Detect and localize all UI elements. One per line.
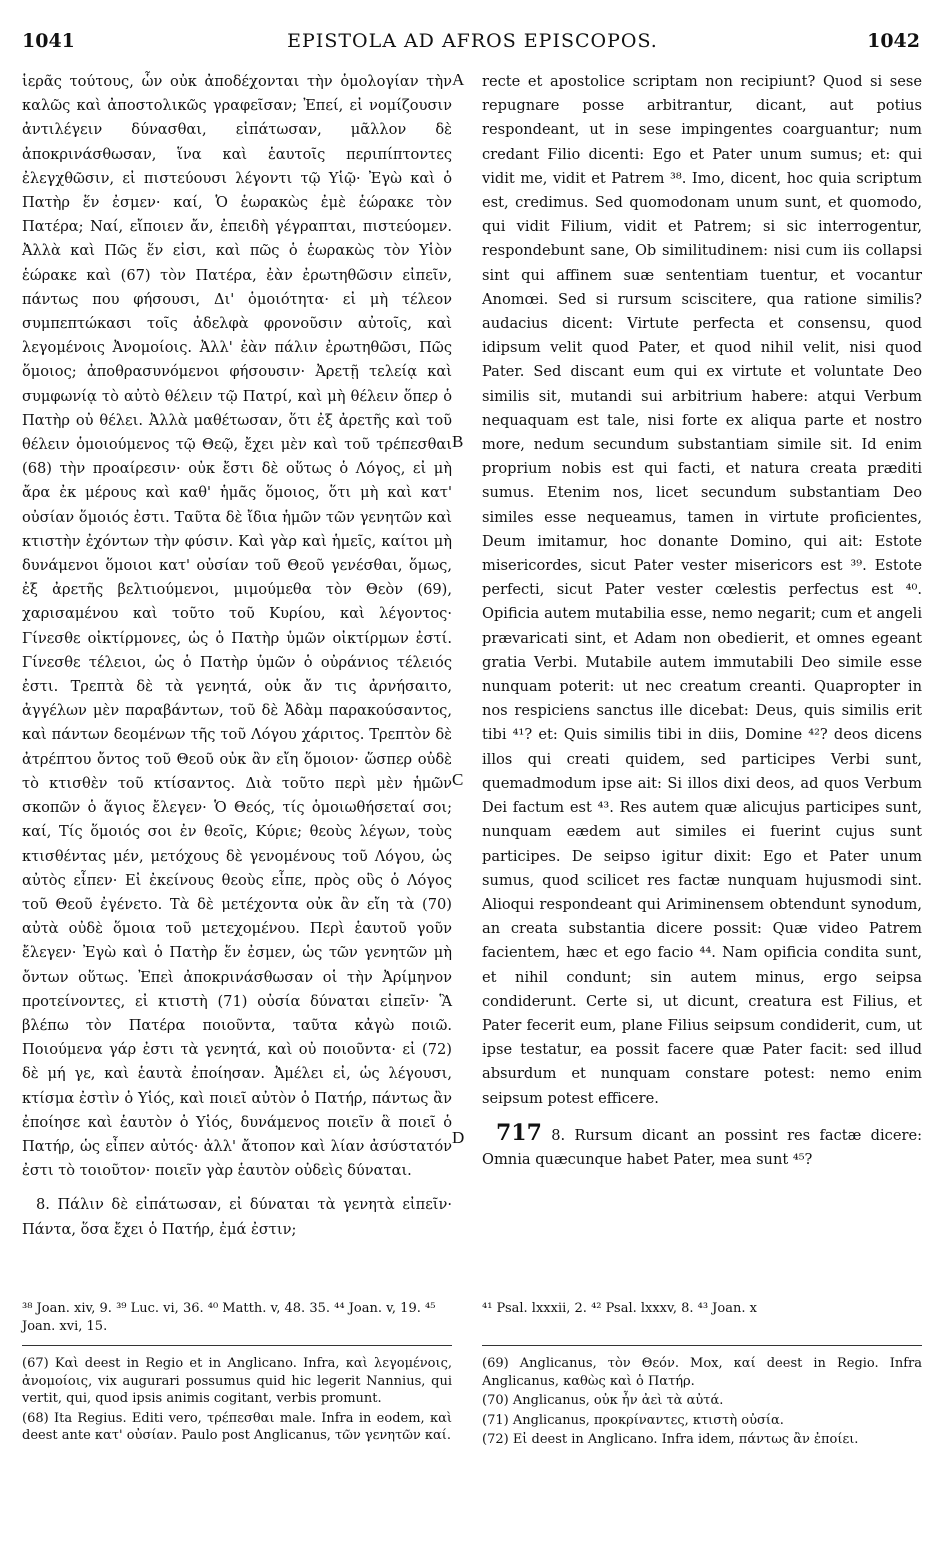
footnote-68: (68) Ita Regius. Editi vero, τρέπεσθαι male. Infra in eodem, καὶ deest ante κατ' οὐσίαν. Paulo post Anglicanus, τῶν γενητῶν καί. (22, 1410, 452, 1443)
running-title: EPISTOLA AD AFROS EPISCOPOS. (287, 30, 658, 52)
footnote-69: (69) Anglicanus, τὸν Θεόν. Mox, καί deest in Regio. Infra Anglicanus, καθὼς καὶ ὁ Πατήρ. (482, 1356, 922, 1389)
footnote-71: (71) Anglicanus, προκρίναντες, κτιστὴ οὐσία. (482, 1412, 784, 1428)
scripture-refs-left-text: ³⁸ Joan. xiv, 9. ³⁹ Luc. vi, 36. ⁴⁰ Matth. v, 48. 35. ⁴⁴ Joan. v, 19. ⁴⁵ Joan. xvi, 15. (22, 1301, 436, 1334)
latin-paragraph-8-text: 8. Rursum dicant an possint res factæ dicere: Omnia quæcunque habet Pater, mea sunt ⁴⁵? (482, 1126, 922, 1168)
greek-paragraph: ἱερᾶς τούτους, ὧν οὐκ ἀποδέχονται τὴν ὁμολογίαν τὴν καλῶς καὶ ἀποστολικῶς γραφεῖσαν; Ἐπεί, εἰ νομίζουσιν ἀντιλέγειν δύνασθαι, εἰπάτωσαν, μᾶλλον δὲ ἀποκρινάσθωσαν, ἵνα καὶ ἑαυτοῖς περιπίπτοντες ἐλεγχθῶσιν, εἰ πιστεύουσι λέγοντι τῷ Υἱῷ· Ἐγὼ καὶ ὁ Πατὴρ ἕν ἐσμεν· καί, Ὁ ἑωρακὼς ἐμὲ ἑώρακε τὸν Πατέρα; Ναί, εἴποιεν ἄν, ἐπειδὴ γέγραπται, πιστεύομεν. Ἀλλὰ καὶ Πῶς ἕν εἰσι, καὶ πῶς ὁ ἑωρακὼς τὸν Υἱὸν ἑώρακε καὶ (67) τὸν Πατέρα, ἐὰν ἐρωτηθῶσιν εἰπεῖν, πάντως που φήσουσι, Δι' ὁμοιότητα· εἰ μὴ τέλεον συμπεπτώκασι τοῖς ἀδελφὰ φρονοῦσιν αὐτοῖς, καὶ λεγομένοις Ἀνομοίοις. Ἀλλ' ἐὰν πάλιν ἐρωτηθῶσι, Πῶς ὅμοιος; ἀποθρασυνόμενοι φήσουσιν· Ἀρετῇ τελείᾳ καὶ συμφωνίᾳ τὸ αὐτὸ θέλειν τῷ Πατρί, καὶ μὴ θέλειν ὅπερ ὁ Πατὴρ οὐ θέλει. Ἀλλὰ μαθέτωσαν, ὅτι ἐξ ἀρετῆς καὶ τοῦ θέλειν ὁμοιούμενος τῷ Θεῷ, ἔχει μὲν καὶ τοῦ τρέπεσθαι (68) τὴν προαίρεσιν· οὐκ ἔστι δὲ οὕτως ὁ Λόγος, εἰ μὴ ἄρα ἐκ μέρους καὶ καθ' ἡμᾶς ὅμοιος, ὅτι μὴ καὶ κατ' οὐσίαν ὅμοιός ἐστι. Ταῦτα δὲ ἴδια ἡμῶν τῶν γενητῶν καὶ κτιστὴν ἐχόντων τὴν φύσιν. Καὶ γὰρ καὶ ἡμεῖς, καίτοι μὴ δυνάμενοι ὅμοιοι κατ' οὐσίαν τοῦ Θεοῦ γενέσθαι, ὅμως, ἐξ ἀρετῆς βελτιούμενοι, μιμούμεθα τὸν Θεὸν (69), χαρισαμένου καὶ τοῦτο τοῦ Κυρίου, καὶ λέγοντος· Γίνεσθε οἰκτίρμονες, ὡς ὁ Πατὴρ ὑμῶν οἰκτίρμων ἐστί. Γίνεσθε τέλειοι, ὡς ὁ Πατὴρ ὑμῶν ὁ οὐράνιος τέλειός ἐστι. Τρεπτὰ δὲ τὰ γενητά, οὐκ ἄν τις ἀρνήσαιτο, ἀγγέλων μὲν παραβάντων, τοῦ δὲ Ἀδὰμ παρακούσαντος, καὶ πάντων δεομένων τῆς τοῦ Λόγου χάριτος. Τρεπτὸν δὲ ἀτρέπτου ὄντος τοῦ Θεοῦ οὐκ ἂν εἴη ὅμοιον· ὥσπερ οὐδὲ τὸ κτισθὲν τοῦ κτίσαντος. Διὰ τοῦτο περὶ μὲν ἡμῶν σκοπῶν ὁ ἅγιος ἔλεγεν· Ὁ Θεός, τίς ὁμοιωθήσεταί σοι; καί, Τίς ὅμοιός σοι ἐν θεοῖς, Κύριε; θεοὺς λέγων, τοὺς κτισθέντας μέν, μετόχους δὲ γενομένους τοῦ Λόγου, ὡς αὐτὸς εἶπεν· Εἰ ἐκείνους θεοὺς εἶπε, πρὸς οὓς ὁ Λόγος τοῦ Θεοῦ ἐγένετο. Τὰ δὲ μετέχοντα οὐκ ἂν εἴη τὰ (70) αὐτὰ οὐδὲ ὅμοια τοῦ μετεχομένου. Περὶ ἑαυτοῦ γοῦν ἔλεγεν· Ἐγὼ καὶ ὁ Πατὴρ ἕν ἐσμεν, ὡς τῶν γενητῶν μὴ ὄντων οὕτως. Ἐπεὶ ἀποκρινάσθωσαν οἱ τὴν Ἀρίμηνον προτείνοντες, εἰ κτιστὴ (71) οὐσία δύναται εἰπεῖν· Ἃ βλέπω τὸν Πατέρα ποιοῦντα, ταῦτα κἀγὼ ποιῶ. Ποιούμενα γάρ ἐστι τὰ γενητά, καὶ οὐ ποιοῦντα· εἰ (72) δὲ μή γε, καὶ ἑαυτὰ ἐποίησαν. Ἀμέλει εἰ, ὡς λέγουσι, κτίσμα ἐστὶν ὁ Υἱός, καὶ ποιεῖ αὐτὸν ὁ Πατήρ, πάντως ἂν ἐποίησε καὶ ἑαυτὸν ὁ Υἱός, δυνάμενος ποιεῖν ἃ ποιεῖ ὁ Πατήρ, ὡς εἶπεν αὐτός· ἀλλ' ἄτοπον καὶ λίαν ἀσύστατόν ἐστι τὸ τοιοῦτον· ποιεῖν γὰρ ἑαυτὸν οὐδεὶς δύναται. (22, 73, 452, 1180)
footnote-67: (67) Καὶ deest in Regio et in Anglicano. Infra, καὶ λεγομένοις, ἀνομοίοις, vix augurari possumus quid hic legerit Nannius, qui vertit, qui, quod ipsis animis cogitant, verbis promunt. (22, 1356, 452, 1406)
margin-letter-c: C (452, 770, 464, 789)
section-number-717: 717 (496, 1119, 542, 1146)
scripture-references-right (482, 1300, 922, 1318)
footnote-divider-left (22, 1345, 452, 1346)
margin-letter-d: D (452, 1128, 465, 1147)
footnote-72: (72) Εἰ deest in Anglicano. Infra idem, πάντως ἂν ἐποίει. (482, 1432, 859, 1447)
greek-column (22, 70, 452, 1242)
page-number-left: 1041 (22, 30, 75, 52)
footnotes-left (22, 1355, 452, 1447)
latin-paragraph-8 (482, 1121, 922, 1172)
footnote-divider-right (482, 1345, 922, 1346)
margin-letter-a: A (452, 70, 465, 89)
footnotes-right (482, 1355, 922, 1451)
scripture-refs-right-text: ⁴¹ Psal. lxxxii, 2. ⁴² Psal. lxxxv, 8. ⁴³ Joan. x (482, 1301, 757, 1316)
footnote-70: (70) Anglicanus, οὐκ ἦν ἀεὶ τὰ αὐτά. (482, 1393, 724, 1408)
scripture-references-left (22, 1300, 452, 1336)
latin-column (482, 70, 922, 1172)
page-number-right: 1042 (867, 30, 920, 52)
greek-paragraph-8: 8. Πάλιν δὲ εἰπάτωσαν, εἰ δύναται τὰ γενητὰ εἰπεῖν· Πάντα, ὅσα ἔχει ὁ Πατήρ, ἐμά ἐστιν; (22, 1196, 452, 1238)
margin-letter-b: B (452, 432, 464, 451)
running-header (0, 30, 945, 70)
latin-paragraph: recte et apostolice scriptam non recipiunt? Quod si sese repugnare posse arbitrantur, dicant, aut potius respondeant, ut in sese impingentes coarguantur; num credant Filio dicenti: Ego et Pater unum sumus; et: qui vidit me, vidit et Patrem ³⁸. Imo, dicent, hoc quia scriptum est, credimus. Sed quomodonam unum sunt, et quomodo, qui vidit Filium, vidit et Patrem; si sic interrogentur, respondebunt sane, Ob similitudinem: nisi cum iis collapsi sint qui affinem suæ sententiam tuentur, et vocantur Anomœi. Sed si rursum sciscitere, qua ratione similis? audacius dicent: Virtute perfecta et consensu, quod idipsum velit quod Pater, et quod nihil velit, nisi quod Pater. Sed discant eum qui ex virtute et voluntate Deo similis sit, mutandi sui arbitrium habere: atqui Verbum nequaquam est tale, nisi forte ex aliqua parte et nostro more, nedum secundum substantiam simile sit. Id enim proprium nobis est qui facti, et natura creata præditi sumus. Etenim nos, licet secundum substantiam Deo similes esse nequeamus, tamen in virtute proficientes, Deum imitamur, hoc donante Domino, qui ait: Estote misericordes, sicut Pater vester misericors est ³⁹. Estote perfecti, sicut Pater vester cœlestis perfectus est ⁴⁰. Opificia autem mutabilia esse, nemo negarit; cum et angeli prævaricati sint, et Adam non obedierit, et omnes egeant gratia Verbi. Mutabile autem immutabili Deo simile esse nunquam poterit: ut nec creatum creanti. Quapropter in nos respiciens sanctus ille dicebat: Deus, quis similis erit tibi ⁴¹? et: Quis similis tibi in diis, Domine ⁴²? deos dicens illos qui creati quidem, sed participes Verbi sunt, quemadmodum ipse ait: Si illos dixi deos, ad quos Verbum Dei factum est ⁴³. Res autem quæ alicujus participes sunt, nunquam eædem aut similes ei fuerint cujus sunt participes. De seipso igitur dixit: Ego et Pater unum sumus, quod scilicet res factæ nunquam hujusmodi sint. Alioqui respondeant qui Ariminensem obtendunt synodum, an creata substantia dicere possit: Quæ video Patrem facientem, hæc et ego facio ⁴⁴. Nam opificia condita sunt, et nihil condunt; sin autem minus, ergo seipsa condiderunt. Certe si, ut dicunt, creatura est Filius, et Pater fecerit eum, plane Filius seipsum condiderit, cum, ut ipse testatur, ea possit facere quæ Pater facit: sed illud absurdum et nunquam constare potest: nemo enim seipsum potest efficere. (482, 73, 922, 1107)
